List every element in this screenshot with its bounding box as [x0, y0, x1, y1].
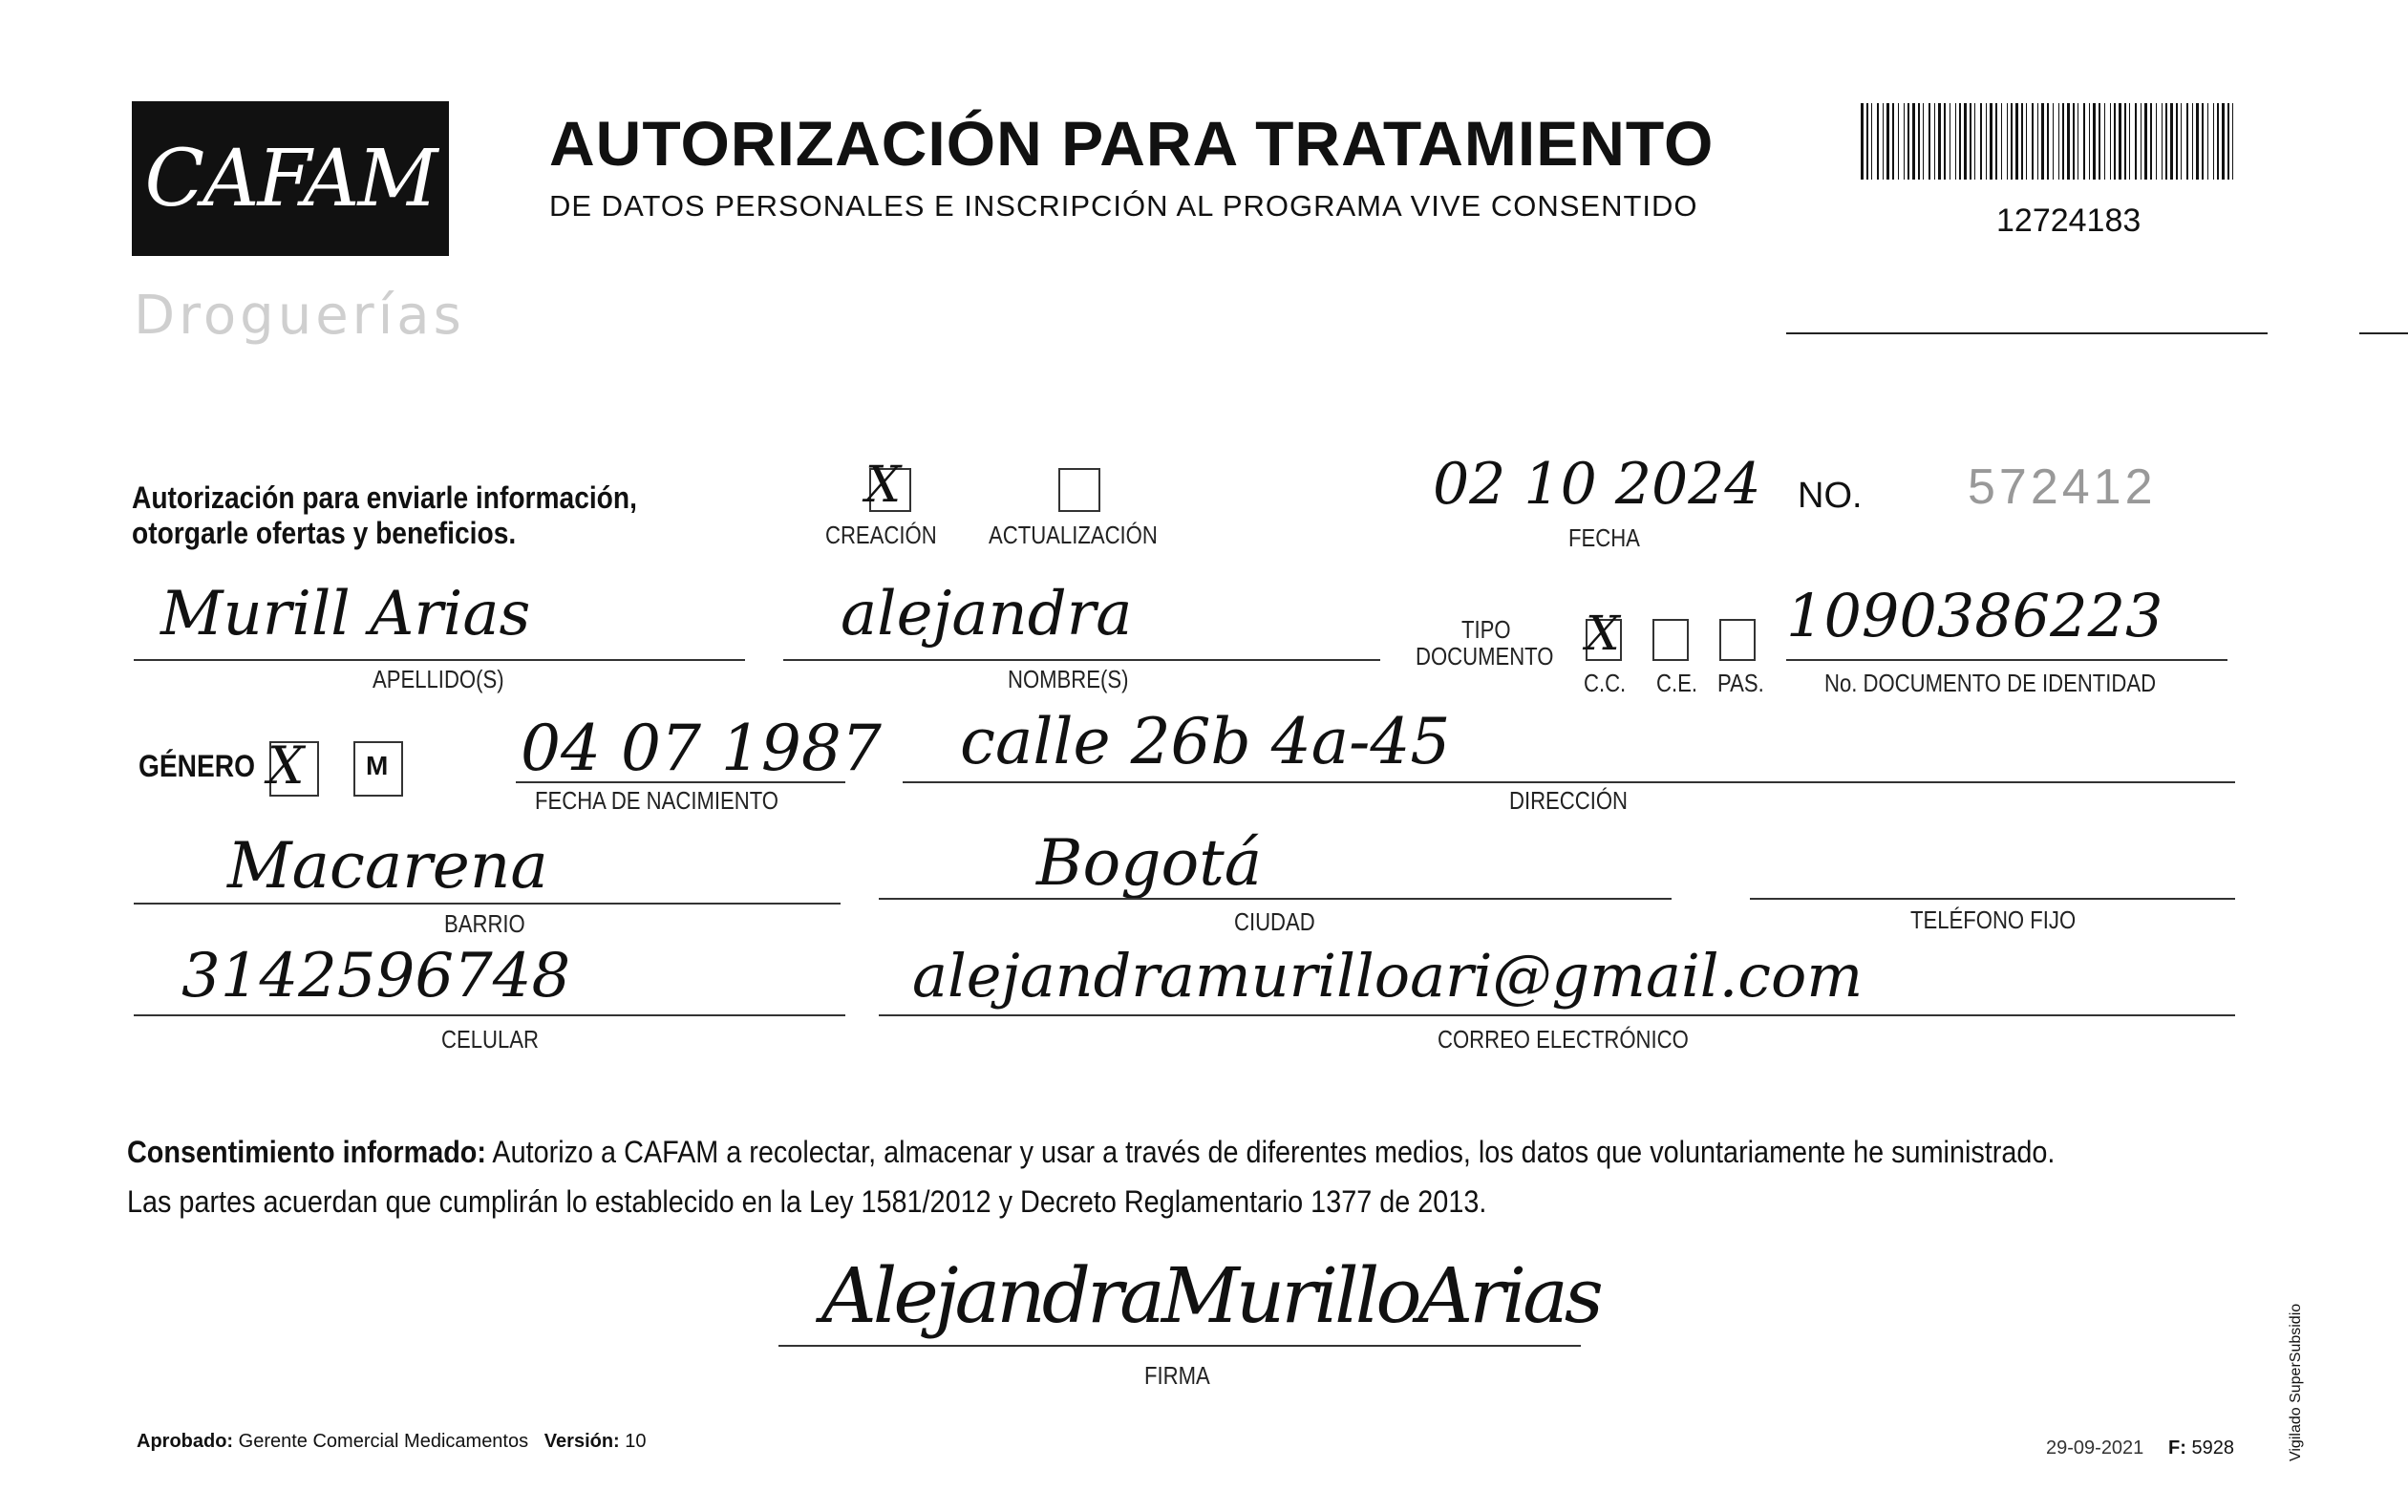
- genero-f-mark: X: [267, 735, 305, 796]
- nombre-line: [783, 659, 1380, 661]
- barcode-bar: [2192, 103, 2193, 180]
- ciudad-value: Bogotá: [1036, 826, 1263, 900]
- barrio-label: BARRIO: [444, 909, 525, 938]
- barcode-bar: [2227, 103, 2229, 180]
- apellido-line: [134, 659, 745, 661]
- barcode-bar: [2165, 103, 2167, 180]
- barcode-bar: [1871, 103, 1872, 180]
- nombre-label: NOMBRE(S): [1008, 665, 1129, 693]
- logo-subtitle: Droguerías: [134, 285, 465, 347]
- barcode-bar: [2119, 103, 2121, 180]
- barcode-bar: [2141, 103, 2142, 180]
- actualizacion-label: ACTUALIZACIÓN: [989, 521, 1158, 549]
- barcode-bar: [2186, 103, 2188, 180]
- pas-checkbox[interactable]: [1719, 619, 1756, 661]
- barcode-bar: [1990, 103, 1992, 180]
- barrio-value: Macarena: [227, 829, 548, 903]
- barcode-bar: [1866, 103, 1868, 180]
- celular-line: [134, 1014, 845, 1016]
- tipo-label-1: TIPO: [1461, 615, 1511, 644]
- barcode-bar: [1861, 103, 1864, 180]
- ce-label: C.E.: [1656, 669, 1697, 697]
- version-value: 10: [625, 1431, 647, 1452]
- barcode-bar: [1995, 103, 1997, 180]
- ciudad-label: CIUDAD: [1234, 907, 1315, 936]
- form-title: AUTORIZACIÓN PARA TRATAMIENTO: [549, 108, 1715, 179]
- barcode-bar: [2001, 103, 2002, 180]
- direccion-label: DIRECCIÓN: [1509, 786, 1629, 815]
- aprobado-label: Aprobado:: [137, 1431, 234, 1452]
- actualizacion-checkbox[interactable]: [1058, 468, 1100, 512]
- barcode-bar: [2007, 103, 2008, 180]
- barcode-bar: [2129, 103, 2130, 180]
- version-label: Versión:: [543, 1431, 620, 1452]
- barcode-bar: [2207, 103, 2208, 180]
- barcode-bar: [2099, 103, 2100, 180]
- barcode-bar: [2089, 103, 2090, 180]
- barcode-bar: [2021, 103, 2023, 180]
- barcode: [1861, 103, 2239, 180]
- barcode-bar: [1923, 103, 1924, 180]
- barcode-bar: [2062, 103, 2064, 180]
- cc-label: C.C.: [1584, 669, 1627, 697]
- barcode-bar: [2093, 103, 2096, 180]
- barcode-bar: [2170, 103, 2173, 180]
- barcode-bar: [2202, 103, 2204, 180]
- genero-label: GÉNERO: [139, 749, 256, 783]
- cc-mark: X: [1586, 606, 1620, 661]
- barrio-line: [134, 903, 841, 905]
- authorization-text-1: Autorización para enviarle información,: [132, 480, 637, 515]
- correo-value: alejandramurilloari@gmail.com: [912, 941, 1864, 1011]
- apellido-label: APELLIDO(S): [373, 665, 504, 693]
- barcode-bar: [2222, 103, 2225, 180]
- barcode-bar: [2124, 103, 2126, 180]
- barcode-bar: [2213, 103, 2214, 180]
- nacimiento-label: FECHA DE NACIMIENTO: [535, 786, 779, 815]
- barcode-bar: [2053, 103, 2054, 180]
- barcode-bar: [2110, 103, 2111, 180]
- footer-date: 29-09-2021: [2046, 1437, 2144, 1459]
- barcode-bar: [2156, 103, 2157, 180]
- signature-line: [778, 1345, 1581, 1347]
- barcode-bar: [2162, 103, 2163, 180]
- ciudad-line: [879, 898, 1672, 900]
- aprobado-text: [137, 1431, 647, 1453]
- authorization-text-2: otorgarle ofertas y beneficios.: [132, 516, 517, 550]
- consent-line-1: [127, 1135, 2055, 1170]
- telefono-line: [1750, 898, 2235, 900]
- creacion-mark: X: [865, 457, 902, 514]
- header-line: [1786, 332, 2268, 334]
- fecha-value: 02 10 2024: [1433, 451, 1761, 518]
- barcode-bar: [2011, 103, 2013, 180]
- barcode-bar: [2037, 103, 2038, 180]
- barcode-bar: [2026, 103, 2027, 180]
- documento-label: No. DOCUMENTO DE IDENTIDAD: [1824, 669, 2157, 697]
- barcode-bar: [2083, 103, 2085, 180]
- nacimiento-value: 04 07 1987: [521, 712, 882, 785]
- barcode-number: 12724183: [1996, 202, 2142, 239]
- consent-bold: Consentimiento informado:: [127, 1135, 486, 1169]
- barcode-bar: [2047, 103, 2049, 180]
- footer-f-value: 5928: [2191, 1437, 2234, 1459]
- barcode-bar: [1883, 103, 1884, 180]
- barcode-bar: [2181, 103, 2182, 180]
- celular-label: CELULAR: [441, 1025, 539, 1054]
- footer-f-label: F:: [2168, 1437, 2186, 1459]
- correo-line: [879, 1014, 2235, 1016]
- barcode-bar: [2217, 103, 2219, 180]
- barcode-bar: [1886, 103, 1889, 180]
- signature-label: FIRMA: [1144, 1361, 1210, 1390]
- apellido-value: Murill Arias: [160, 579, 531, 650]
- documento-value: 1090386223: [1786, 581, 2163, 650]
- barcode-bar: [1929, 103, 1930, 180]
- barcode-bar: [2041, 103, 2044, 180]
- barcode-bar: [1980, 103, 1982, 180]
- consent-line-1-rest: Autorizo a CAFAM a recolectar, almacenar y usar a través de diferentes medios, los datos que voluntariamente he suministrado.: [485, 1135, 2056, 1169]
- direccion-value: calle 26b 4a-45: [960, 705, 1451, 778]
- barcode-bar: [2144, 103, 2147, 180]
- barcode-bar: [1938, 103, 1941, 180]
- direccion-line: [903, 781, 2235, 783]
- barcode-bar: [2032, 103, 2034, 180]
- consent-line-2: Las partes acuerdan que cumplirán lo establecido en la Ley 1581/2012 y Decreto Reglamentario 1377 de 2013.: [127, 1184, 1487, 1219]
- creacion-label: CREACIÓN: [825, 521, 937, 549]
- barcode-bar: [1898, 103, 1899, 180]
- barcode-bar: [2150, 103, 2152, 180]
- barcode-bar: [1964, 103, 1967, 180]
- ce-checkbox[interactable]: [1652, 619, 1689, 661]
- barcode-bar: [1986, 103, 1987, 180]
- correo-label: CORREO ELECTRÓNICO: [1438, 1025, 1689, 1054]
- vigilado-text: Vigilado SuperSubsidio: [2288, 1303, 2304, 1461]
- barcode-bar: [2073, 103, 2075, 180]
- signature-value: AlejandraMurilloArias: [821, 1251, 1600, 1340]
- barcode-bar: [1959, 103, 1961, 180]
- barcode-bar: [2015, 103, 2018, 180]
- nombre-value: alejandra: [841, 579, 1133, 650]
- barcode-bar: [1912, 103, 1915, 180]
- barcode-bar: [2135, 103, 2137, 180]
- cafam-logo: CAFAM: [144, 133, 437, 224]
- celular-value: 3142596748: [181, 941, 571, 1012]
- fecha-label: FECHA: [1568, 523, 1640, 552]
- no-value: 572412: [1968, 459, 2157, 515]
- barcode-bar: [1944, 103, 1946, 180]
- aprobado-value: Gerente Comercial Medicamentos: [238, 1431, 529, 1452]
- documento-line: [1786, 659, 2227, 661]
- barcode-bar: [2232, 103, 2233, 180]
- barcode-bar: [2104, 103, 2105, 180]
- barcode-bar: [2058, 103, 2059, 180]
- form-subtitle: DE DATOS PERSONALES E INSCRIPCIÓN AL PROGRAMA VIVE CONSENTIDO: [549, 189, 1698, 223]
- barcode-bar: [2176, 103, 2178, 180]
- barcode-bar: [1934, 103, 1935, 180]
- barcode-bar: [1918, 103, 1920, 180]
- barcode-bar: [1974, 103, 1975, 180]
- barcode-bar: [1955, 103, 1956, 180]
- nacimiento-line: [516, 781, 845, 783]
- pas-label: PAS.: [1717, 669, 1764, 697]
- barcode-bar: [1892, 103, 1894, 180]
- barcode-bar: [1877, 103, 1879, 180]
- no-label: NO.: [1798, 476, 1863, 516]
- telefono-label: TELÉFONO FIJO: [1910, 905, 2077, 934]
- barcode-bar: [1904, 103, 1905, 180]
- tipo-label-2: DOCUMENTO: [1416, 642, 1554, 671]
- barcode-bar: [1907, 103, 1909, 180]
- barcode-bar: [2114, 103, 2116, 180]
- barcode-bar: [2067, 103, 2070, 180]
- header-line-edge: [2359, 332, 2408, 334]
- genero-m-label: M: [366, 751, 389, 780]
- barcode-bar: [2196, 103, 2199, 180]
- barcode-bar: [1970, 103, 1971, 180]
- footer-f: [2168, 1437, 2234, 1459]
